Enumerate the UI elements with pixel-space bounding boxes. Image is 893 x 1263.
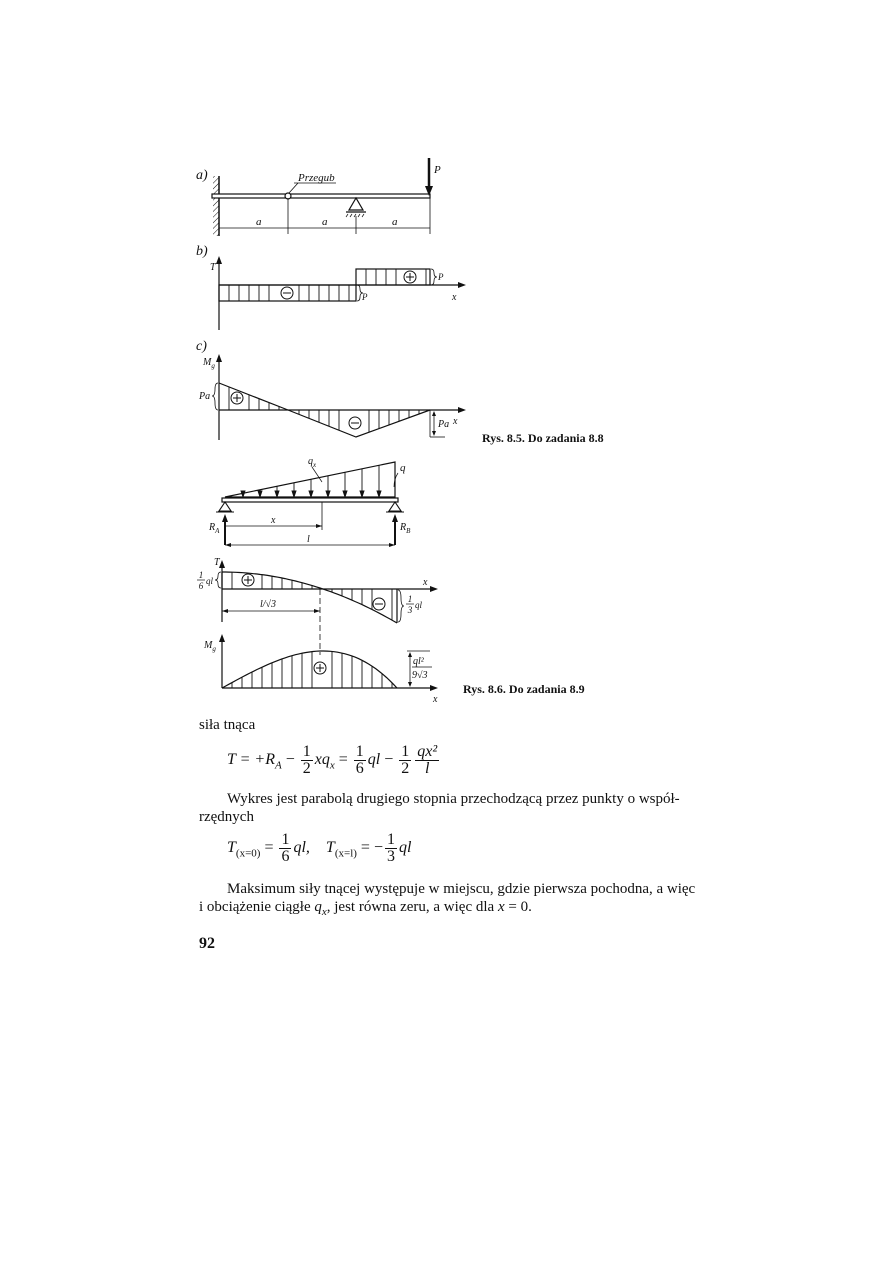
panel-c-label: c)	[196, 339, 207, 354]
load-arrowhead	[258, 491, 262, 497]
panel-a-label: a)	[196, 168, 208, 183]
t-axis-label: T	[210, 262, 216, 273]
pin-support-icon	[349, 198, 363, 210]
load-arrowhead	[275, 491, 279, 497]
dim-x-label: x	[271, 515, 276, 526]
paragraph-2-cont: i obciążenie ciągłe $q_x$, jest równa zeru, a więc dla x = 0.	[199, 899, 532, 918]
x-label-t2: x	[423, 577, 428, 588]
paragraph-1-cont: rzędnych	[199, 809, 254, 825]
shear-positive-region	[356, 269, 430, 285]
pa-label-right: Pa	[438, 419, 450, 430]
beam-a	[212, 194, 430, 198]
dim-l-label: l	[307, 534, 310, 545]
zero-label: l/√3	[260, 599, 277, 610]
dim-a-1: a	[256, 216, 262, 228]
moment-curve	[222, 651, 397, 688]
hinge-label: Przegub	[298, 172, 335, 184]
equation-2: $T_{(x=0)}$ = $\frac{1}{6}$ ql, $T_{(x=l)}$ = − $\frac{1}{3}$ ql	[227, 831, 412, 865]
q-label: q	[400, 462, 406, 474]
rb-label: $R_B$	[400, 522, 411, 535]
right-value-ql: ql	[415, 600, 423, 610]
pin-support-a-icon	[219, 502, 231, 511]
figure-8-5	[196, 158, 604, 445]
t-axis-label-2: T	[214, 557, 220, 568]
caption-8-6: Rys. 8.6. Do zadania 8.9	[463, 682, 585, 696]
caption-8-5: Rys. 8.5. Do zadania 8.8	[482, 431, 604, 445]
equation-1: $T = +R_A$ − $\frac{1}{2}$ $xq_x$ = $\frac{1}{6}$ ql − $\frac{1}{2}$ $\frac{\text{qx²}}{l}$	[227, 743, 438, 777]
load-arrowhead	[343, 491, 347, 497]
intro-text: siła tnąca	[199, 717, 256, 733]
p-label-b1: P	[362, 292, 368, 302]
qx-label: $q_x$	[308, 456, 317, 469]
max-num: ql²	[413, 656, 424, 667]
ra-label: $R_A$	[209, 522, 220, 535]
dim-a-2: a	[322, 216, 328, 228]
m-axis-label-2: $M_g$	[204, 640, 216, 653]
right-value-den: 3	[407, 605, 413, 615]
left-value-num: 1	[198, 570, 204, 580]
force-label: P	[434, 164, 441, 176]
page-number: 92	[199, 935, 215, 952]
max-den: 9√3	[412, 670, 428, 681]
paragraph-1: Wykres jest parabolą drugiego stopnia przechodzącą przez punkty o współ-	[227, 791, 680, 807]
panel-b-label: b)	[196, 244, 208, 259]
load-arrowhead	[241, 491, 245, 497]
load-arrowhead	[326, 491, 330, 497]
x-label-m2: x	[433, 694, 438, 705]
pa-label-left: Pa	[199, 391, 211, 402]
right-value-num: 1	[407, 594, 413, 604]
load-arrowhead	[292, 491, 296, 497]
m-axis-label: $M_g$	[203, 357, 215, 370]
left-value-ql: ql	[206, 576, 214, 586]
x-label-b: x	[452, 292, 457, 303]
p-label-b2: P	[438, 272, 444, 282]
left-value-den: 6	[198, 581, 204, 591]
load-arrowhead	[377, 491, 381, 497]
dim-a-3: a	[392, 216, 398, 228]
fixed-support	[213, 176, 219, 236]
x-label-c: x	[453, 416, 458, 427]
pin-support-b-icon	[389, 502, 401, 511]
paragraph-2: Maksimum siły tnącej występuje w miejscu, gdzie pierwsza pochodna, a więc	[227, 881, 696, 897]
load-arrowhead	[309, 491, 313, 497]
figure-8-6	[197, 456, 585, 705]
beam-b	[222, 498, 398, 502]
load-arrowhead	[360, 491, 364, 497]
